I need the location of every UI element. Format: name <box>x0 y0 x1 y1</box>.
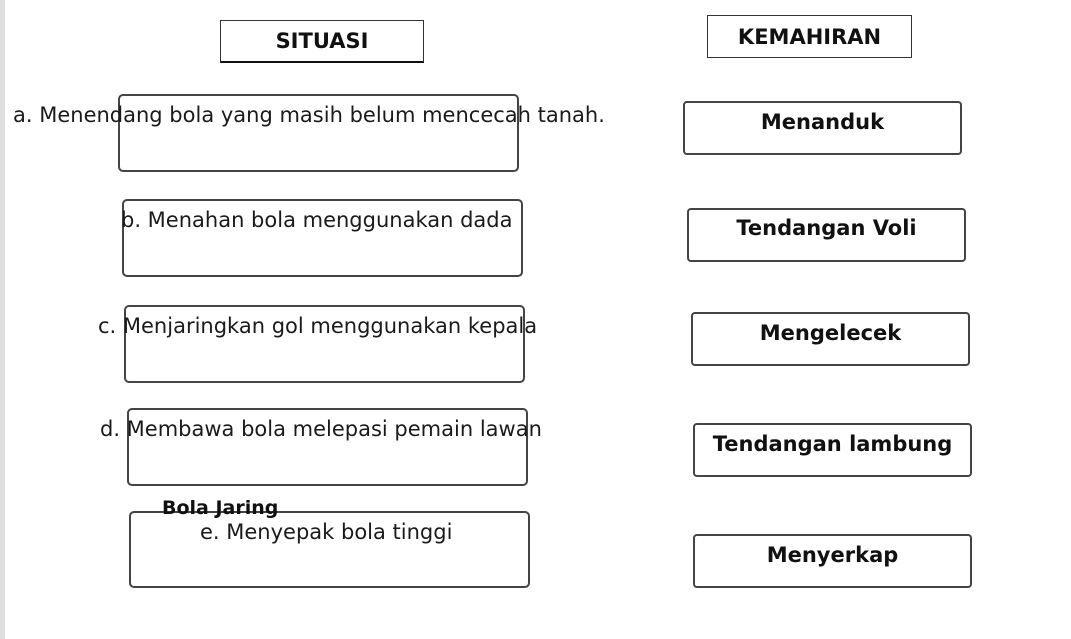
header-situasi <box>220 20 424 63</box>
situation-text-d: d. Membawa bola melepasi pemain lawan <box>100 417 542 441</box>
overlay-label: Bola Jaring <box>162 497 279 519</box>
header-situasi-label: SITUASI <box>275 29 369 53</box>
header-kemahiran-label: KEMAHIRAN <box>737 24 882 49</box>
situation-text-e: e. Menyepak bola tinggi <box>200 520 453 544</box>
skill-text-tendangan-lambung: Tendangan lambung <box>712 432 953 456</box>
situation-text-a: a. Menendang bola yang masih belum mencecah tanah. <box>13 103 605 127</box>
skill-text-menyerkap: Menyerkap <box>766 543 899 567</box>
situation-text-b: b. Menahan bola menggunakan dada <box>121 208 513 232</box>
header-kemahiran <box>707 15 912 58</box>
skill-text-mengelecek: Mengelecek <box>759 321 902 345</box>
situation-text-c: c. Menjaringkan gol menggunakan kepala <box>98 314 538 338</box>
left-edge-strip <box>0 0 5 639</box>
skill-text-menanduk: Menanduk <box>760 110 885 134</box>
skill-text-tendangan-voli: Tendangan Voli <box>736 216 917 240</box>
